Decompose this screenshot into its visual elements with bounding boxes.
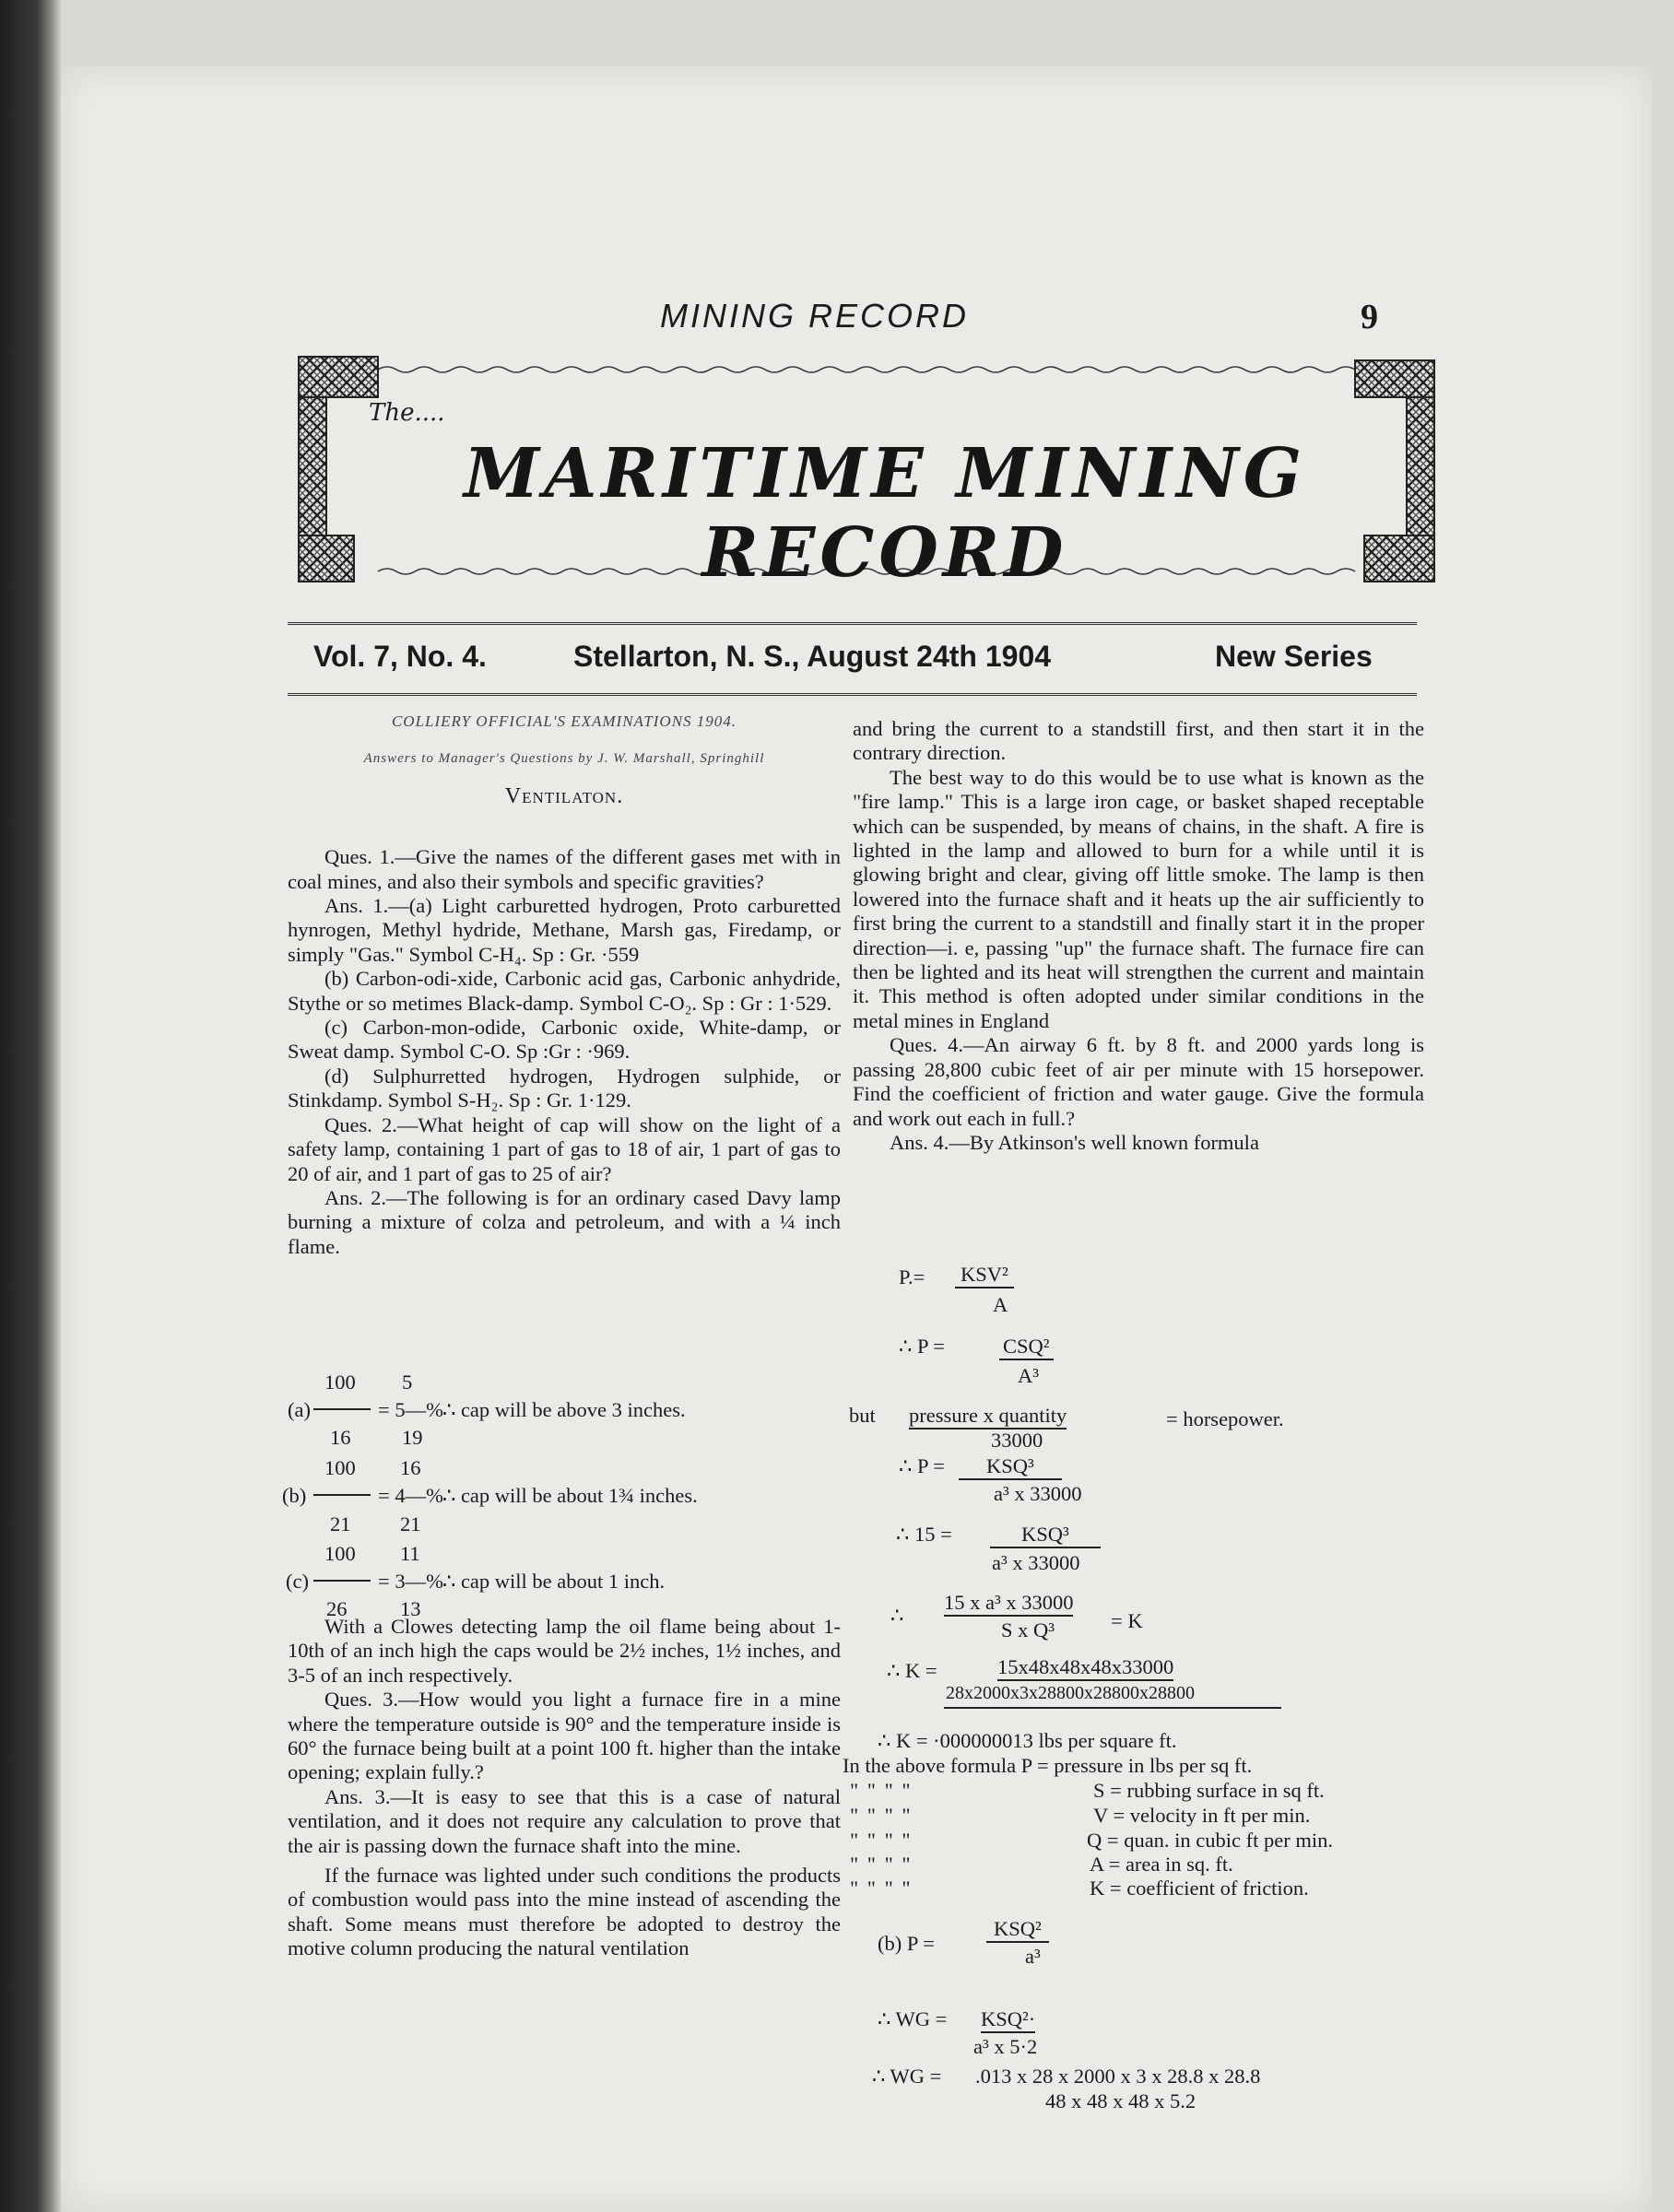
- paragraph: Ques. 1.—Give the names of the different gases met with in coal mines, and also their symbols and specific gravities?: [288, 845, 841, 893]
- paragraph: (c) Carbon-mon-odide, Carbonic oxide, White-damp, or Sweat damp. Symbol C-O. Sp :Gr : ·969.: [288, 1016, 841, 1064]
- paragraph: Ans. 2.—The following is for an ordinary cased Davy lamp burning a mixture of colza and petroleum, and with a ¼ inch flame.: [288, 1185, 841, 1258]
- right-column: [853, 717, 1424, 1155]
- left-column-continued: [288, 1615, 841, 1961]
- paragraph: Ques. 4.—An airway 6 ft. by 8 ft. and 2000 yards long is passing 28,800 cubic feet of air per minute with 15 horsepower. Find the coefficient of friction and water gauge. Give the formula and work out each in full.?: [853, 1033, 1424, 1130]
- paragraph: If the furnace was lighted under such conditions the products of combustion would pass into the mine instead of ascending the shaft. Some means must therefore be adopted to destroy the motive column producing the natural ventilation: [288, 1864, 841, 1960]
- article-title: COLLIERY OFFICIAL'S EXAMINATIONS 1904.: [391, 712, 737, 730]
- paragraph: and bring the current to a standstill first, and then start it in the contrary direction.: [853, 717, 1424, 765]
- left-column: [288, 710, 841, 1259]
- paragraph: Ans. 1.—(a) Light carburetted hydrogen, Proto carburetted hynrogen, Methyl hydride, Methane, Marsh gas, Firedamp, or simply "Gas." Symbol C-H₄. Sp : Gr. ·559: [288, 894, 841, 966]
- paragraph: Ques. 2.—What height of cap will show on the light of a safety lamp, containing 1 part of gas to 18 of air, 1 part of gas to 20 of air, and 1 part of gas to 25 of air?: [288, 1112, 841, 1185]
- article-byline: Answers to Manager's Questions by J. W. Marshall, Springhill: [363, 751, 765, 767]
- masthead-the: The....: [369, 399, 445, 427]
- masthead-name: MARITIME MINING RECORD: [464, 434, 1306, 593]
- running-head-title: MINING RECORD: [660, 297, 969, 335]
- paragraph: Ans. 3.—It is easy to see that this is a case of natural ventilation, and it does not require any calculation to prove that the air is passing down the furnace shaft into the mine.: [288, 1784, 841, 1857]
- issue-place-date: Stellarton, N. S., August 24th 1904: [573, 640, 1052, 673]
- paragraph: Ques. 3.—How would you light a furnace fire in a mine where the temperature outside is 90° and the temperature inside is 60° the furnace being built at a point 100 ft. higher than the intake opening; explain fully.?: [288, 1688, 841, 1784]
- page-number: 9: [1361, 298, 1378, 336]
- issue-rule-bottom: [288, 693, 1417, 696]
- paragraph: (d) Sulphurretted hydrogen, Hydrogen sulphide, or Stinkdamp. Symbol S-H₂. Sp : Gr. 1·129.: [288, 1064, 841, 1112]
- masthead: [295, 353, 1438, 593]
- issue-series: New Series: [1215, 640, 1373, 673]
- paragraph: With a Clowes detecting lamp the oil flame being about 1-10th of an inch high the caps would be 2½ inches, 1½ inches, and 3-5 of an inch respectively.: [288, 1615, 841, 1687]
- paragraph: The best way to do this would be to use what is known as the "fire lamp." This is a large iron cage, or basket shaped receptable which can be suspended, by means of chains, in the shaft. A fire is lighted in the lamp and allowed to burn for a while until it is glowing bright and clear, giving off little smoke. The lamp is then lowered into the furnace shaft and it heats up the air sufficiently to first bring the current to a standstill and finally start it in the proper direction—i. e, passing "up" the furnace shaft. The furnace fire can then be lighted and its heat will strengthen the current and maintain it. This method is often adopted under similar conditions in the metal mines in England: [853, 765, 1424, 1032]
- issue-volume: Vol. 7, No. 4.: [313, 640, 487, 673]
- paragraph: (b) Carbon-odi-xide, Carbonic acid gas, Carbonic anhydride, Stythe or so metimes Black-damp. Symbol C-O₂. Sp : Gr : 1·529.: [288, 967, 841, 1015]
- issue-line: [313, 640, 1420, 686]
- running-head: [0, 297, 1674, 343]
- paragraph: Ans. 4.—By Atkinson's well known formula: [890, 1130, 1259, 1154]
- issue-rule-top: [288, 622, 1417, 625]
- section-heading: Ventilaton.: [504, 783, 624, 808]
